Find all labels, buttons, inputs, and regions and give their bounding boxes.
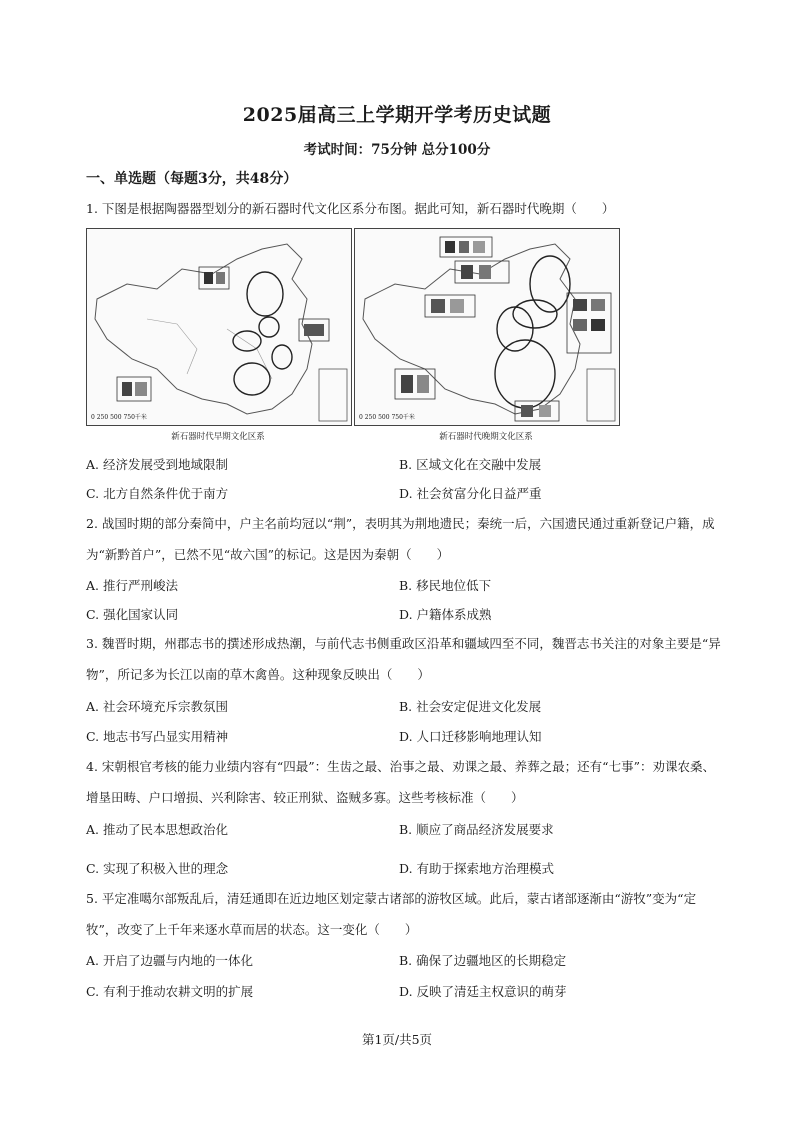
q3-option-a[interactable]: A. 社会环境充斥宗教氛围 (86, 699, 228, 714)
exam-subtitle: 考试时间：75分钟 总分100分 (303, 142, 491, 158)
q4-option-d[interactable]: D. 有助于探索地方治理模式 (399, 861, 555, 876)
question-4-stem: 4. 宋朝根官考核的能力业绩内容有“四最”：生齿之最、治事之最、劝课之最、养葬之最；还有“七事”：劝课农桑、增垦田畴、户口增损、兴利除害、较正刑狱、盗贼多寡。这些考核标准（ ） (86, 759, 715, 805)
question-3-stem: 3. 魏晋时期，州郡志书的撰述形成热潮，与前代志书侧重政区沿革和疆域四至不同，魏晋志书关注的对象主要是“异物”，所记多为长江以南的草木禽兽。这种现象反映出（ ） (86, 636, 721, 682)
question-1-maps (86, 228, 710, 442)
q3-option-d[interactable]: D. 人口迁移影响地理认知 (399, 729, 542, 744)
map-late-neolithic (354, 228, 620, 426)
q4-option-b[interactable]: B. 顺应了商品经济发展要求 (399, 822, 554, 837)
q2-option-d[interactable]: D. 户籍体系成熟 (399, 607, 492, 622)
q1-option-d[interactable]: D. 社会贫富分化日益严重 (399, 486, 542, 501)
map-early-neolithic (86, 228, 352, 426)
section-heading: 一、单选题（每题3分，共48分） (86, 171, 298, 187)
q5-option-b[interactable]: B. 确保了边疆地区的长期稳定 (399, 953, 567, 968)
q2-option-a[interactable]: A. 推行严刑峻法 (86, 578, 178, 593)
q5-option-d[interactable]: D. 反映了清廷主权意识的萌芽 (399, 984, 567, 999)
map-early-caption: 新石器时代早期文化区系 (171, 432, 265, 442)
map-late-drawing (355, 229, 619, 425)
question-5-stem: 5. 平定准噶尔部叛乱后，清廷通即在近边地区划定蒙古诸部的游牧区域。此后，蒙古诸部逐渐由“游牧”变为“定牧”，改变了上千年来逐水草而居的状态。这一变化（ ） (86, 891, 697, 937)
map-early-scale: 0 250 500 750千米 (91, 414, 147, 421)
map-early-drawing (87, 229, 351, 425)
page-number: 第1页/共5页 (361, 1032, 433, 1047)
q3-option-c[interactable]: C. 地志书写凸显实用精神 (86, 729, 229, 744)
q3-option-b[interactable]: B. 社会安定促进文化发展 (399, 699, 542, 714)
q4-option-a[interactable]: A. 推动了民本思想政治化 (86, 822, 228, 837)
map-late-scale: 0 250 500 750千米 (359, 414, 415, 421)
q4-option-c[interactable]: C. 实现了积极入世的理念 (86, 861, 229, 876)
question-1-stem: 1. 下图是根据陶器器型划分的新石器时代文化区系分布图。据此可知，新石器时代晚期（ ） (86, 201, 615, 216)
q2-option-c[interactable]: C. 强化国家认同 (86, 607, 179, 622)
q1-option-b[interactable]: B. 区域文化在交融中发展 (399, 457, 542, 472)
q1-option-a[interactable]: A. 经济发展受到地域限制 (86, 457, 228, 472)
map-late-caption: 新石器时代晚期文化区系 (439, 432, 533, 442)
question-2-stem: 2. 战国时期的部分秦简中，户主名前均冠以“荆”，表明其为荆地遗民；秦统一后，六国遗民通过重新登记户籍，成为“新黔首户”，已然不见“故六国”的标记。这是因为秦朝（ ） (86, 516, 715, 562)
q5-option-c[interactable]: C. 有利于推动农耕文明的扩展 (86, 984, 254, 999)
q2-option-b[interactable]: B. 移民地位低下 (399, 578, 492, 593)
exam-title: 2025届高三上学期开学考历史试题 (242, 104, 552, 126)
q5-option-a[interactable]: A. 开启了边疆与内地的一体化 (86, 953, 253, 968)
q1-option-c[interactable]: C. 北方自然条件优于南方 (86, 486, 229, 501)
